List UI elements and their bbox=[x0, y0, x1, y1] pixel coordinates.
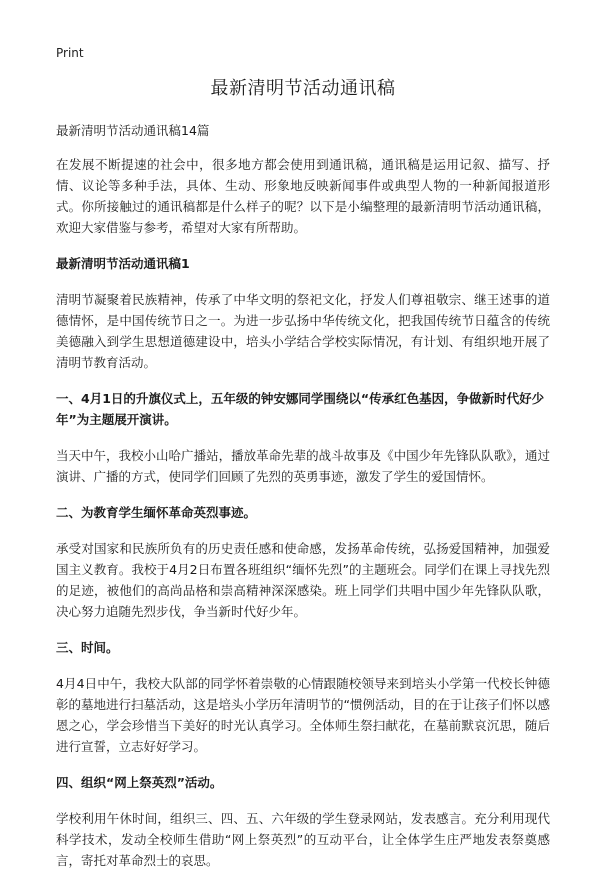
body-paragraph: 承受对国家和民族所负有的历史责任感和使命感，发扬革命传统，弘扬爱国精神，加强爱国主义教育。我校于4月2日布置各班组织“缅怀先烈”的主题班会。同学们在课上寻找先烈的足迹，被他们的高尚品格和崇高精神深深感染。班上同学们共唱中国少年先锋队队歌，决心努力追随先烈步伐，争当新时代好少年。 bbox=[56, 541, 550, 619]
section-heading: 三、时间。 bbox=[56, 640, 119, 655]
body-paragraph: 学校利用午休时间，组织三、四、五、六年级的学生登录网站，发表感言。充分利用现代科学技术，发动全校师生借助“网上祭英烈”的互动平台，让全体学生庄严地发表祭奠感言，寄托对革命烈士的哀思。 bbox=[56, 811, 550, 868]
section-heading: 四、组织“网上祭英烈”活动。 bbox=[56, 775, 223, 790]
section-heading: 二、为教育学生缅怀革命英烈事迹。 bbox=[56, 505, 257, 520]
body-paragraph: 4月4日中午，我校大队部的同学怀着崇敬的心情跟随校领导来到培头小学第一代校长钟德彰的墓地进行扫墓活动，这是培头小学历年清明节的“惯例活动，目的在于让孩子们怀以感恩之心，学会珍惜当下美好的时光认真学习。全体师生祭扫献花，在墓前默哀沉思，随后进行宣誓，立志好好学习。 bbox=[56, 676, 550, 754]
body-paragraph: 清明节凝聚着民族精神，传承了中华文明的祭祀文化，抒发人们尊祖敬宗、继王述事的道德情怀，是中国传统节日之一。为进一步弘扬中华传统文化，把我国传统节日蕴含的传统美德融入到学生思想道德建设中，培头小学结合学校实际情况，有计划、有组织地开展了清明节教育活动。 bbox=[56, 292, 550, 370]
section-heading: 最新清明节活动通讯稿1 bbox=[56, 256, 190, 271]
article-content bbox=[56, 76, 550, 886]
section-heading: 一、4月1日的升旗仪式上，五年级的钟安娜同学围绕以“传承红色基因，争做新时代好少年”为主题展开演讲。 bbox=[56, 391, 545, 427]
print-link[interactable]: Print bbox=[56, 46, 84, 60]
intro-paragraph: 在发展不断提速的社会中，很多地方都会使用到通讯稿，通讯稿是运用记叙、描写、抒情、议论等多种手法，具体、生动、形象地反映新闻事件或典型人物的一种新闻报道形式。你所接触过的通讯稿都是什么样子的呢？以下是小编整理的最新清明节活动通讯稿，欢迎大家借鉴与参考，希望对大家有所帮助。 bbox=[56, 157, 550, 235]
article-subtitle: 最新清明节活动通讯稿14篇 bbox=[56, 123, 210, 138]
page-title: 最新清明节活动通讯稿 bbox=[210, 78, 396, 99]
body-paragraph: 当天中午，我校小山哈广播站，播放革命先辈的战斗故事及《中国少年先锋队队歌》，通过演讲、广播的方式，使同学们回顾了先烈的英勇事迹，激发了学生的爱国情怀。 bbox=[56, 448, 550, 484]
